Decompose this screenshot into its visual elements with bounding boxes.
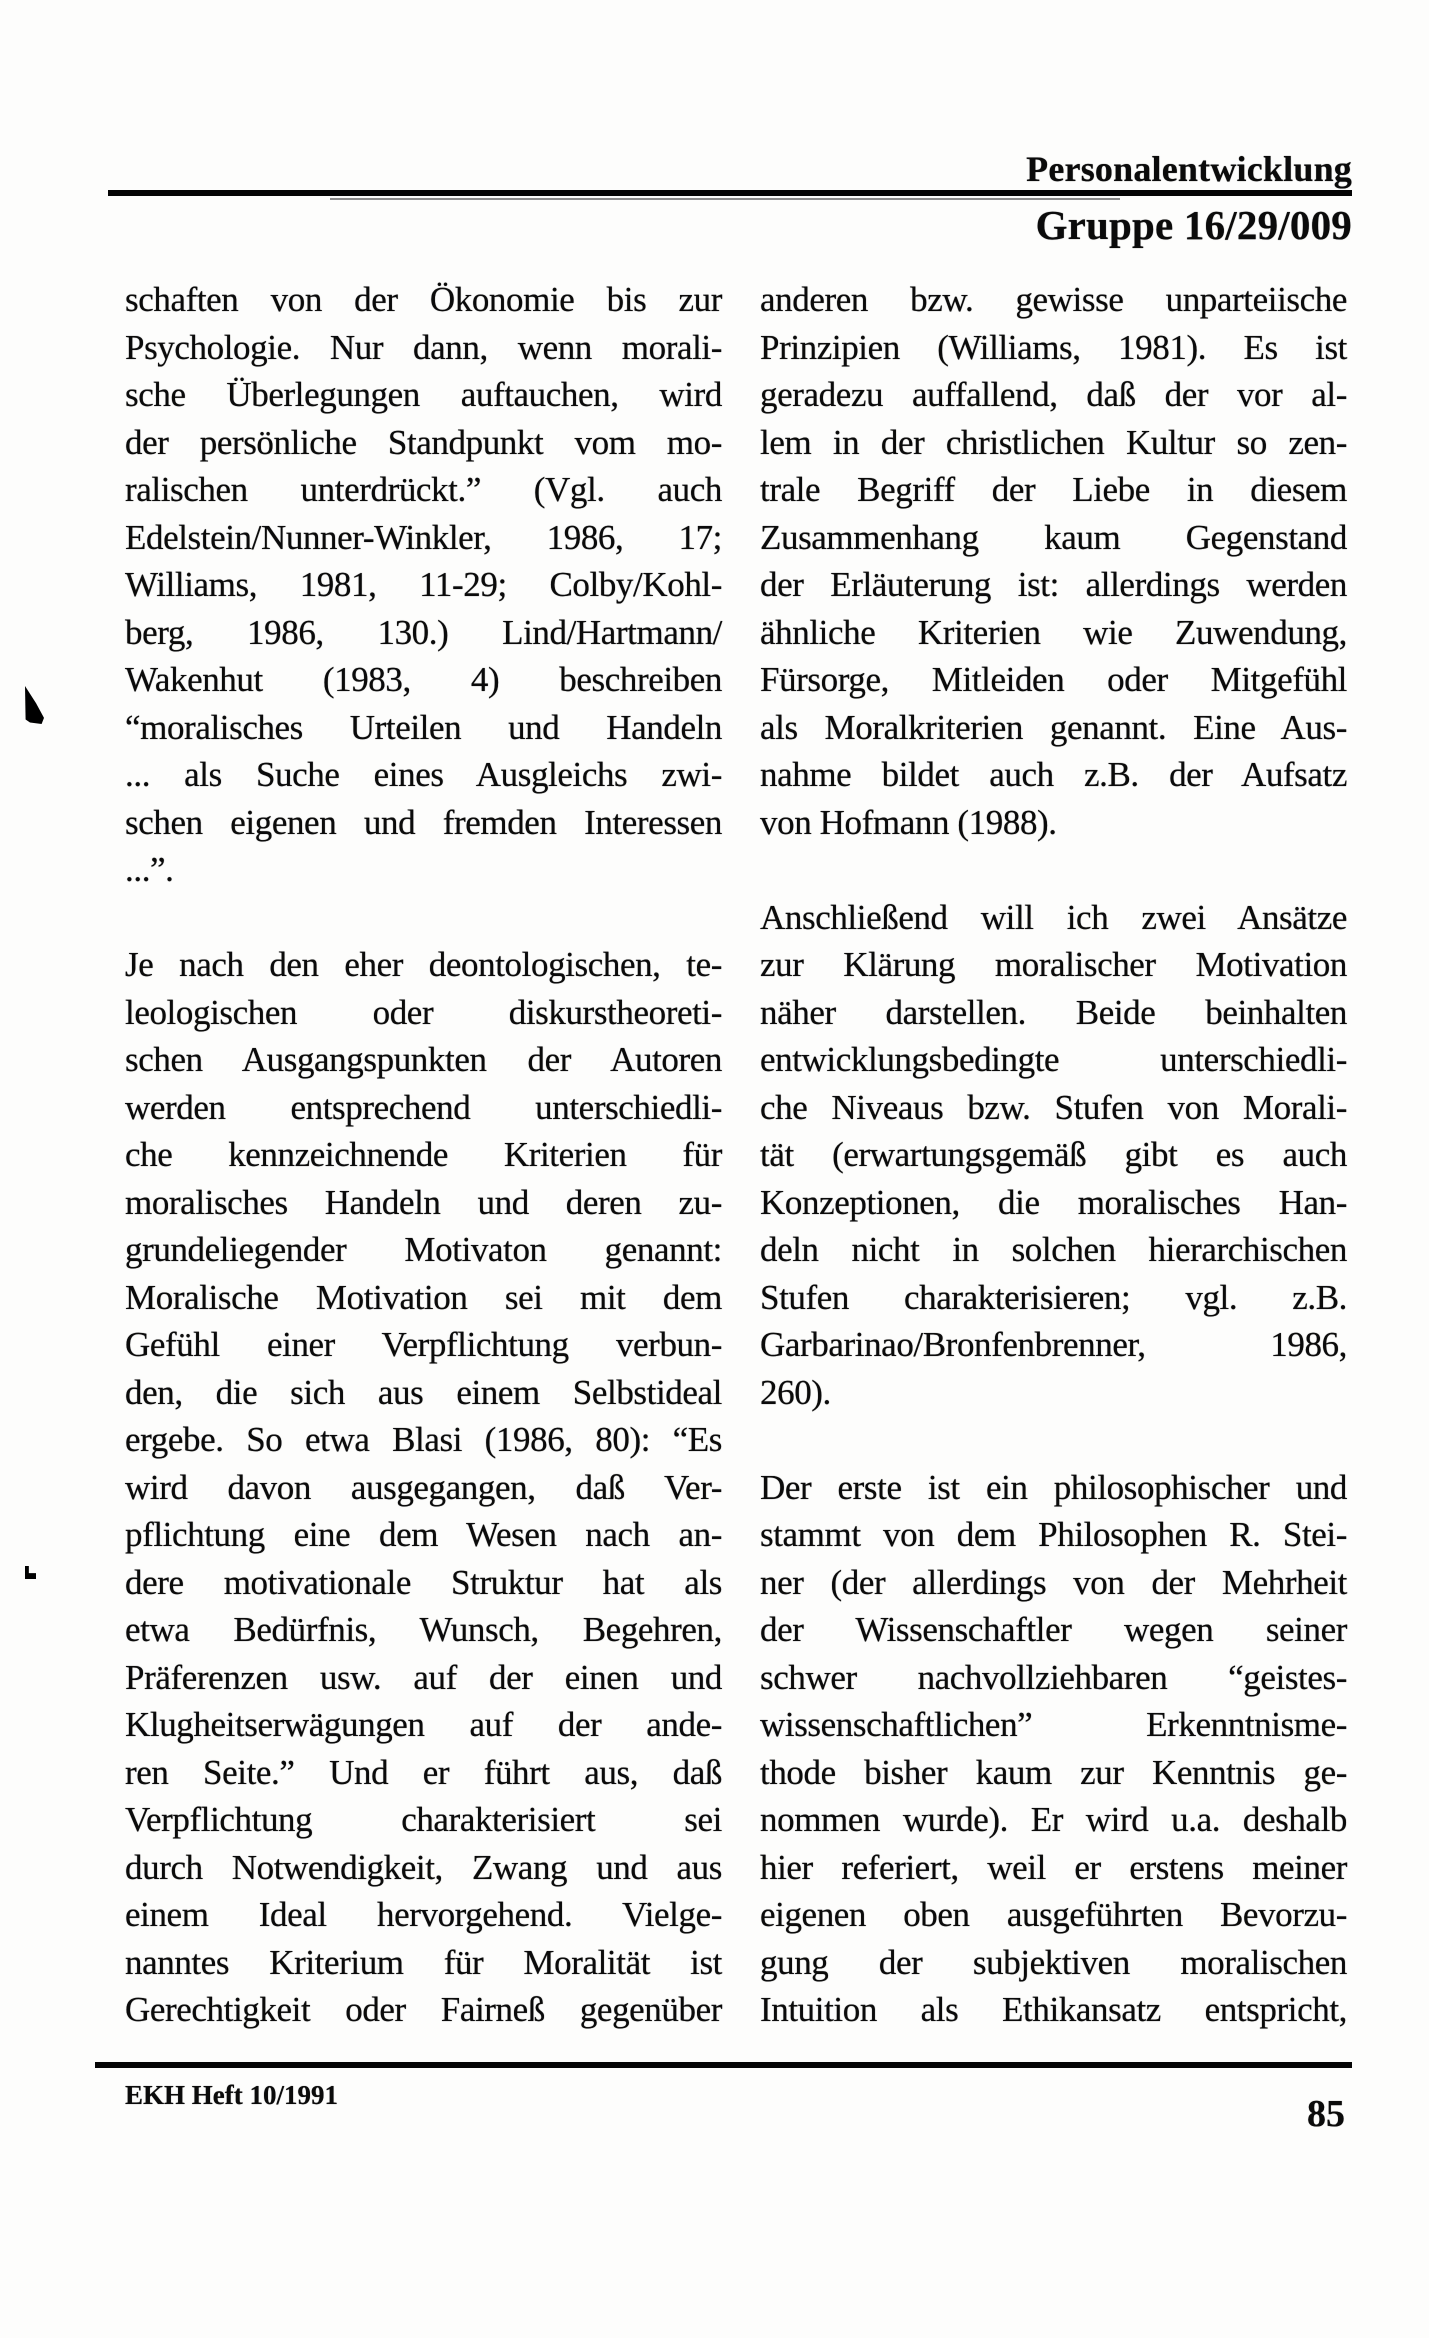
text-line: Psychologie. Nur dann, wenn morali- [125,327,722,367]
text-line: schen eigenen und fremden Interessen [125,802,722,842]
text-line: Garbarinao/Bronfenbrenner, 1986, [760,1325,1347,1364]
text-line: nanntes Kriterium für Moralität ist [125,1942,722,1982]
text-line: Fürsorge, Mitleiden oder Mitgefühl [760,660,1347,699]
text-line: der persönliche Standpunkt vom mo- [125,422,722,462]
text-line: näher darstellen. Beide beinhalten [760,992,1347,1032]
text-column-left [125,276,722,2034]
text-line: che kennzeichnende Kriterien für [125,1135,722,1174]
text-line: durch Notwendigkeit, Zwang und aus [125,1847,722,1887]
text-line: Der erste ist ein philosophischer und [760,1467,1347,1507]
paragraph [125,941,722,2034]
text-line: schaften von der Ökonomie bis zur [125,280,722,319]
header-rule [108,190,1352,196]
text-line: stammt von dem Philosophen R. Stei- [760,1515,1347,1554]
text-line: ... als Suche eines Ausgleichs zwi- [125,755,722,794]
text-column-right [760,276,1347,2034]
paragraph [125,276,722,894]
text-line: Je nach den eher deontologischen, te- [125,945,722,984]
text-line: wird davon ausgegangen, daß Ver- [125,1467,722,1507]
text-line: wissenschaftlichen” Erkenntnisme- [760,1705,1347,1744]
text-line: anderen bzw. gewisse unparteiische [760,280,1347,319]
paragraph [760,276,1347,846]
paragraph [760,1464,1347,2034]
text-line: Prinzipien (Williams, 1981). Es ist [760,327,1347,367]
text-line: eigenen oben ausgeführten Bevorzu- [760,1895,1347,1934]
text-line: nahme bildet auch z.B. der Aufsatz [760,755,1347,794]
text-line: der Erläuterung ist: allerdings werden [760,565,1347,604]
header-journal-section: Personalentwicklung [1026,149,1352,189]
text-line: Stufen charakterisieren; vgl. z.B. [760,1277,1347,1317]
footer-journal-label: EKH Heft 10/1991 [125,2080,338,2110]
text-line: schen Ausgangspunkten der Autoren [125,1040,722,1079]
text-line: entwicklungsbedingte unterschiedli- [760,1040,1347,1079]
text-line: ...”. [125,850,174,889]
text-line: hier referiert, weil er erstens meiner [760,1847,1347,1887]
text-line: von Hofmann (1988). [760,802,1057,842]
header-rule-smear [330,198,1120,200]
text-line: geradezu auffallend, daß der vor al- [760,375,1347,414]
text-line: einem Ideal hervorgehend. Vielge- [125,1895,722,1934]
text-line: ergebe. So etwa Blasi (1986, 80): “Es [125,1420,722,1459]
text-line: Klugheitserwägungen auf der ande- [125,1705,722,1744]
footer-page-number: 85 [1307,2093,1345,2135]
text-line: etwa Bedürfnis, Wunsch, Begehren, [125,1610,722,1649]
text-line: Zusammenhang kaum Gegenstand [760,517,1347,557]
text-line: den, die sich aus einem Selbstideal [125,1372,722,1412]
text-line: trale Begriff der Liebe in diesem [760,470,1347,509]
text-line: grundeliegender Motivaton genannt: [125,1230,722,1269]
text-line: nommen wurde). Er wird u.a. deshalb [760,1800,1347,1839]
text-line: Wakenhut (1983, 4) beschreiben [125,660,722,699]
text-line: ner (der allerdings von der Mehrheit [760,1562,1347,1602]
text-line: moralisches Handeln und deren zu- [125,1182,722,1222]
paragraph [760,894,1347,1417]
text-line: pflichtung eine dem Wesen nach an- [125,1515,722,1554]
text-line: sche Überlegungen auftauchen, wird [125,375,722,414]
text-line: lem in der christlichen Kultur so zen- [760,422,1347,462]
text-line: “moralisches Urteilen und Handeln [125,707,722,747]
text-line: deln nicht in solchen hierarchischen [760,1230,1347,1269]
text-line: Williams, 1981, 11-29; Colby/Kohl- [125,565,722,604]
text-line: schwer nachvollziehbaren “geistes- [760,1657,1347,1697]
text-line: Intuition als Ethikansatz entspricht, [760,1990,1347,2029]
margin-ink-arrow-mark [24,686,44,724]
text-line: gung der subjektiven moralischen [760,1942,1347,1982]
text-line: tät (erwartungsgemäß gibt es auch [760,1135,1347,1174]
text-line: thode bisher kaum zur Kenntnis ge- [760,1752,1347,1792]
margin-ink-speck-mark [25,1566,36,1579]
text-line: zur Klärung moralischer Motivation [760,945,1347,984]
text-line: dere motivationale Struktur hat als [125,1562,722,1602]
text-line: berg, 1986, 130.) Lind/Hartmann/ [125,612,722,652]
text-line: ren Seite.” Und er führt aus, daß [125,1752,722,1792]
header-group-number: Gruppe 16/29/009 [1035,202,1352,248]
text-line: leologischen oder diskurstheoreti- [125,992,722,1032]
text-line: 260). [760,1372,831,1412]
footer-rule [95,2062,1352,2068]
text-line: Verpflichtung charakterisiert sei [125,1800,722,1839]
text-line: als Moralkriterien genannt. Eine Aus- [760,707,1347,747]
text-line: che Niveaus bzw. Stufen von Morali- [760,1087,1347,1127]
text-line: ralischen unterdrückt.” (Vgl. auch [125,470,722,509]
text-line: werden entsprechend unterschiedli- [125,1087,722,1127]
text-line: Anschließend will ich zwei Ansätze [760,897,1347,937]
text-line: Moralische Motivation sei mit dem [125,1277,722,1317]
text-line: Gerechtigkeit oder Fairneß gegenüber [125,1990,722,2029]
text-line: Konzeptionen, die moralisches Han- [760,1182,1347,1222]
text-line: Präferenzen usw. auf der einen und [125,1657,722,1697]
text-line: der Wissenschaftler wegen seiner [760,1610,1347,1649]
text-line: Edelstein/Nunner-Winkler, 1986, 17; [125,517,722,557]
text-line: Gefühl einer Verpflichtung verbun- [125,1325,722,1364]
text-line: ähnliche Kriterien wie Zuwendung, [760,612,1347,652]
